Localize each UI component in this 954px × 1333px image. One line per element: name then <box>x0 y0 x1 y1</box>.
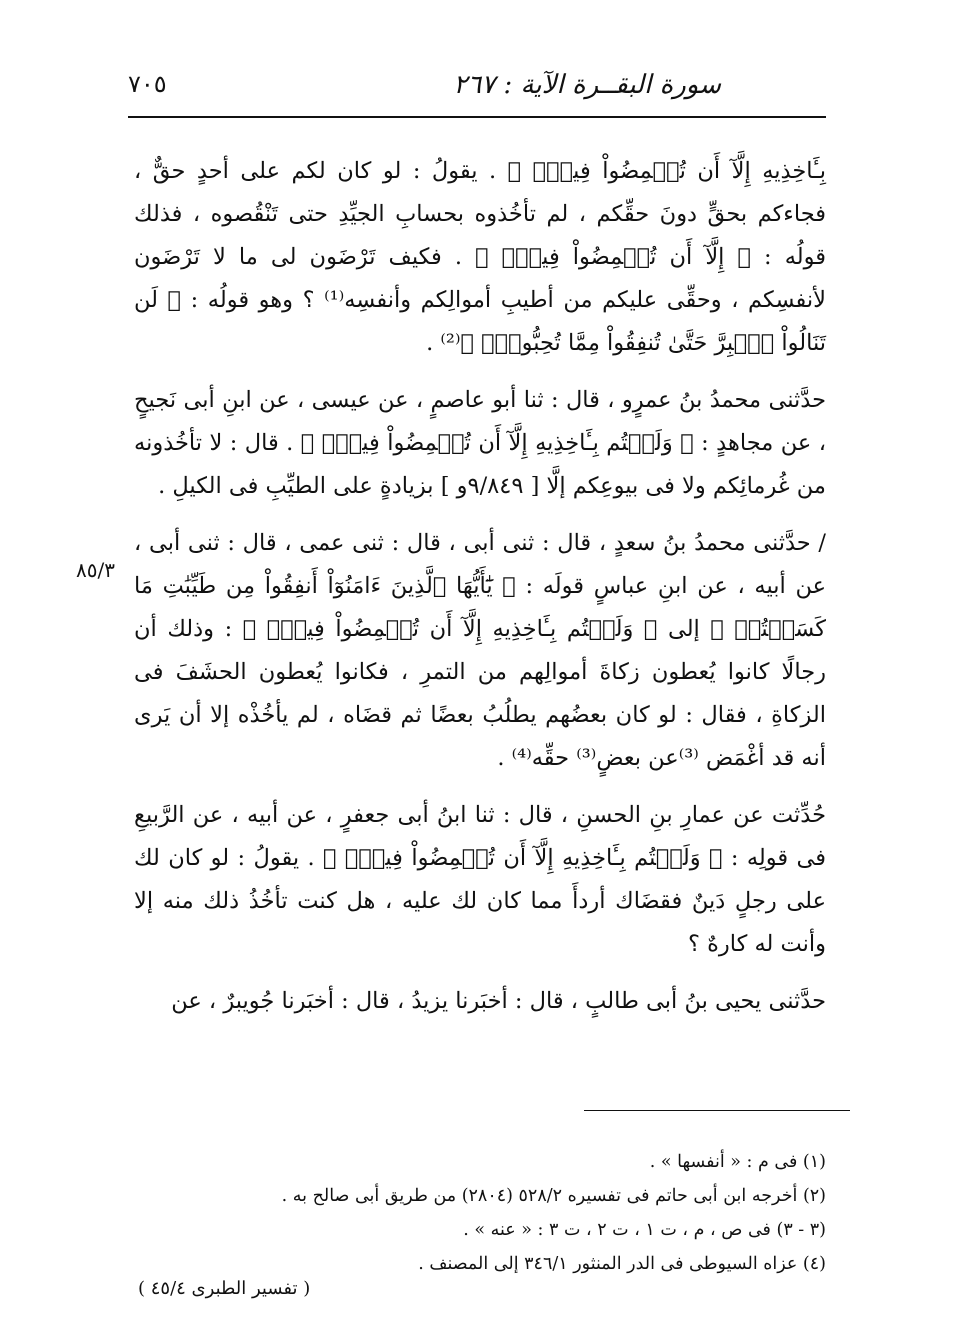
main-text <box>134 150 826 1037</box>
paragraph-3: / حدَّثنى محمدُ بنُ سعدٍ ، قال : ثنى أبى ، قال : ثنى عمى ، قال : ثنى أبى ، عن أبيه ، عن ابنِ عباسٍ قولَه : ﴿ يَٰٓأَيُّهَا ٱلَّذِينَ ءَامَنُوٓاْ أَنفِقُواْ مِن طَيِّبَٰتِ مَا كَسَبۡتُمۡ ﴾ إلى ﴿ وَلَسۡتُم بِـَٔاخِذِيهِ إِلَّآ أَن تُغۡمِضُواْ فِيهِۚ ﴾ : وذلك أن رجالًا كانوا يُعطون زكاةَ أموالِهم من التمرِ ، فكانوا يُعطون الحشَفَ فى الزكاةِ ، فقال : لو كان بعضُهم يطلُبُ بعضًا ثم قضَاه ، لم يأخُذْه إلا أن يَرى أنه قد أغْمَض ⁽³⁾عن بعضٍ⁽³⁾ حقِّه⁽⁴⁾ . <box>134 530 826 771</box>
paragraph-2: حدَّثنى محمدُ بنُ عمرٍو ، قال : ثنا أبو عاصمٍ ، عن عيسى ، عن ابنِ أبى نَجيحٍ ، عن مجاهدٍ : ﴿ وَلَسۡتُم بِـَٔاخِذِيهِ إِلَّآ أَن تُغۡمِضُواْ فِيهِۚ ﴾ . قال : لا تأخُذونه من غُرمائِكم ولا فى بيوعِكم إلَّا [ ٩/٨٤٩و ] بزيادةٍ على الطيِّبِ فى الكيلِ . <box>134 387 826 499</box>
page-number: ٧٠٥ <box>128 70 167 98</box>
page-header <box>128 64 826 108</box>
paragraph-5: حدَّثنى يحيى بنُ أبى طالبٍ ، قال : أخبَرنا يزيدُ ، قال : أخبَرنا جُويبرٌ ، عن <box>171 988 826 1014</box>
footnote-3: (٣ - ٣) فى ص ، م ، ت ١ ، ت ٢ ، ت ٣ : « عنه » . <box>463 1220 826 1240</box>
running-title: سورة البقــرة الآية : ٢٦٧ <box>453 70 721 100</box>
footnote-4: (٤) عزاه السيوطى فى الدر المنثور ٣٤٦/١ إلى المصنف . <box>418 1254 826 1274</box>
footnote-2: (٢) أخرجه ابن أبى حاتم فى تفسيره ٥٢٨/٢ (٢٨٠٤) من طريق أبى صالح به . <box>281 1186 826 1206</box>
footnote-1: (١) فى م : « أنفسها » . <box>649 1152 826 1172</box>
bottom-reference: ( تفسير الطبرى ٤٥/٤ ) <box>138 1278 311 1299</box>
header-rule <box>128 116 826 118</box>
paragraph-1: بِـَٔاخِذِيهِ إِلَّآ أَن تُغۡمِضُواْ فِيهِۚ ﴾ . يقولُ : لو كان لكم على أحدٍ حقٌّ ، فجاءكم بحقٍّ دونَ حقِّكم ، لم تأخُذوه بحسابِ الجيِّدِ حتى تَنْقُصوه ، فذلك قولُه : ﴿ إِلَّآ أَن تُغۡمِضُواْ فِيهِۚ ﴾ . فكيف تَرْضَون لى ما لا تَرْضَون لأنفسِكم ، وحقِّى عليكم من أطيبِ أموالِكم وأنفسِه⁽¹⁾ ؟ وهو قولُه : ﴿ لَن تَنَالُواْ ٱلۡبِرَّ حَتَّىٰ تُنفِقُواْ مِمَّا تُحِبُّونَۚ ﴾⁽²⁾ . <box>134 158 826 356</box>
margin-reference: ٨٥/٣ <box>76 558 115 582</box>
footnotes <box>134 1145 826 1281</box>
paragraph-4: حُدِّثت عن عمارِ بنِ الحسنِ ، قال : ثنا ابنُ أبى جعفرٍ ، عن أبيه ، عن الرَّبيعِ فى قولِه : ﴿ وَلَسۡتُم بِـَٔاخِذِيهِ إِلَّآ أَن تُغۡمِضُواْ فِيهِۚ ﴾ . يقولُ : لو كان لك على رجلٍ دَينٌ فقضَاك أردأَ مما كان لك عليه ، هل كنت تأخُذُ ذلك منه إلا وأنت له كارهٌ ؟ <box>134 802 826 957</box>
footnote-rule <box>584 1110 850 1111</box>
